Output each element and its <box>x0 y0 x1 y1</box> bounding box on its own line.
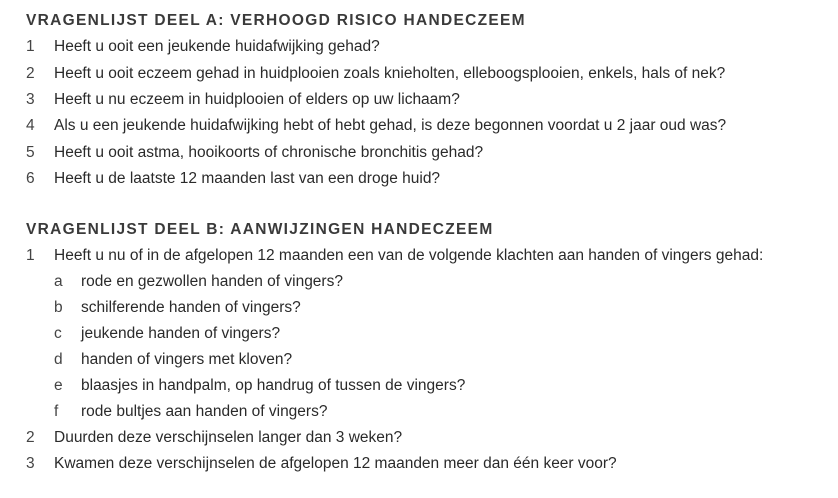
question-text: Kwamen deze verschijnselen de afgelopen 12 maanden meer dan één keer voor? <box>54 455 617 472</box>
question-number: 2 <box>26 429 35 446</box>
question-text: Heeft u nu eczeem in huidplooien of elders op uw lichaam? <box>54 91 460 108</box>
question-number: 1 <box>26 247 35 264</box>
question-number: 4 <box>26 117 35 134</box>
question-text: Als u een jeukende huidafwijking hebt of hebt gehad, is deze begonnen voordat u 2 jaar oud was? <box>54 117 727 134</box>
sub-item-letter: d <box>54 351 63 368</box>
sub-item-text: rode en gezwollen handen of vingers? <box>81 273 343 290</box>
sub-item-letter: c <box>54 325 62 342</box>
question-text: Heeft u de laatste 12 maanden last van een droge huid? <box>54 170 441 187</box>
section-a-question <box>26 168 440 190</box>
question-number: 2 <box>26 65 35 82</box>
section-a-question <box>26 142 483 164</box>
question-number: 6 <box>26 170 35 187</box>
section-a-question <box>26 63 725 85</box>
sub-item-text: rode bultjes aan handen of vingers? <box>81 403 328 420</box>
question-number: 1 <box>26 38 35 55</box>
question-text: Heeft u ooit eczeem gehad in huidplooien zoals knieholten, elleboogsplooien, enkels, hals of nek? <box>54 65 726 82</box>
sub-item-letter: a <box>54 273 63 290</box>
sub-item-letter: b <box>54 299 63 316</box>
sub-item <box>54 297 301 319</box>
section-a-title: VRAGENLIJST DEEL A: VERHOOGD RISICO HANDECZEEM <box>26 12 526 29</box>
section-a-question <box>26 89 460 111</box>
sub-item-letter: f <box>54 403 59 420</box>
section-b-question <box>26 245 763 267</box>
sub-item <box>54 375 465 397</box>
question-text: Heeft u ooit astma, hooikoorts of chronische bronchitis gehad? <box>54 144 484 161</box>
question-number: 3 <box>26 91 35 108</box>
section-b-question <box>26 427 402 449</box>
section-b-title: VRAGENLIJST DEEL B: AANWIJZINGEN HANDECZEEM <box>26 221 494 238</box>
question-number: 5 <box>26 144 35 161</box>
section-a-question <box>26 115 726 137</box>
sub-item <box>54 349 292 371</box>
sub-item <box>54 271 343 293</box>
sub-item-text: handen of vingers met kloven? <box>81 351 293 368</box>
section-a-question <box>26 36 380 58</box>
sub-item-text: blaasjes in handpalm, op handrug of tussen de vingers? <box>81 377 466 394</box>
question-text: Heeft u nu of in de afgelopen 12 maanden een van de volgende klachten aan handen of vingers gehad: <box>54 247 764 264</box>
question-text: Duurden deze verschijnselen langer dan 3 weken? <box>54 429 403 446</box>
sub-item-text: schilferende handen of vingers? <box>81 299 301 316</box>
section-b-question <box>26 453 617 475</box>
sub-item <box>54 401 327 423</box>
sub-item-letter: e <box>54 377 63 394</box>
sub-item-text: jeukende handen of vingers? <box>81 325 281 342</box>
question-number: 3 <box>26 455 35 472</box>
sub-item <box>54 323 280 345</box>
question-text: Heeft u ooit een jeukende huidafwijking gehad? <box>54 38 380 55</box>
